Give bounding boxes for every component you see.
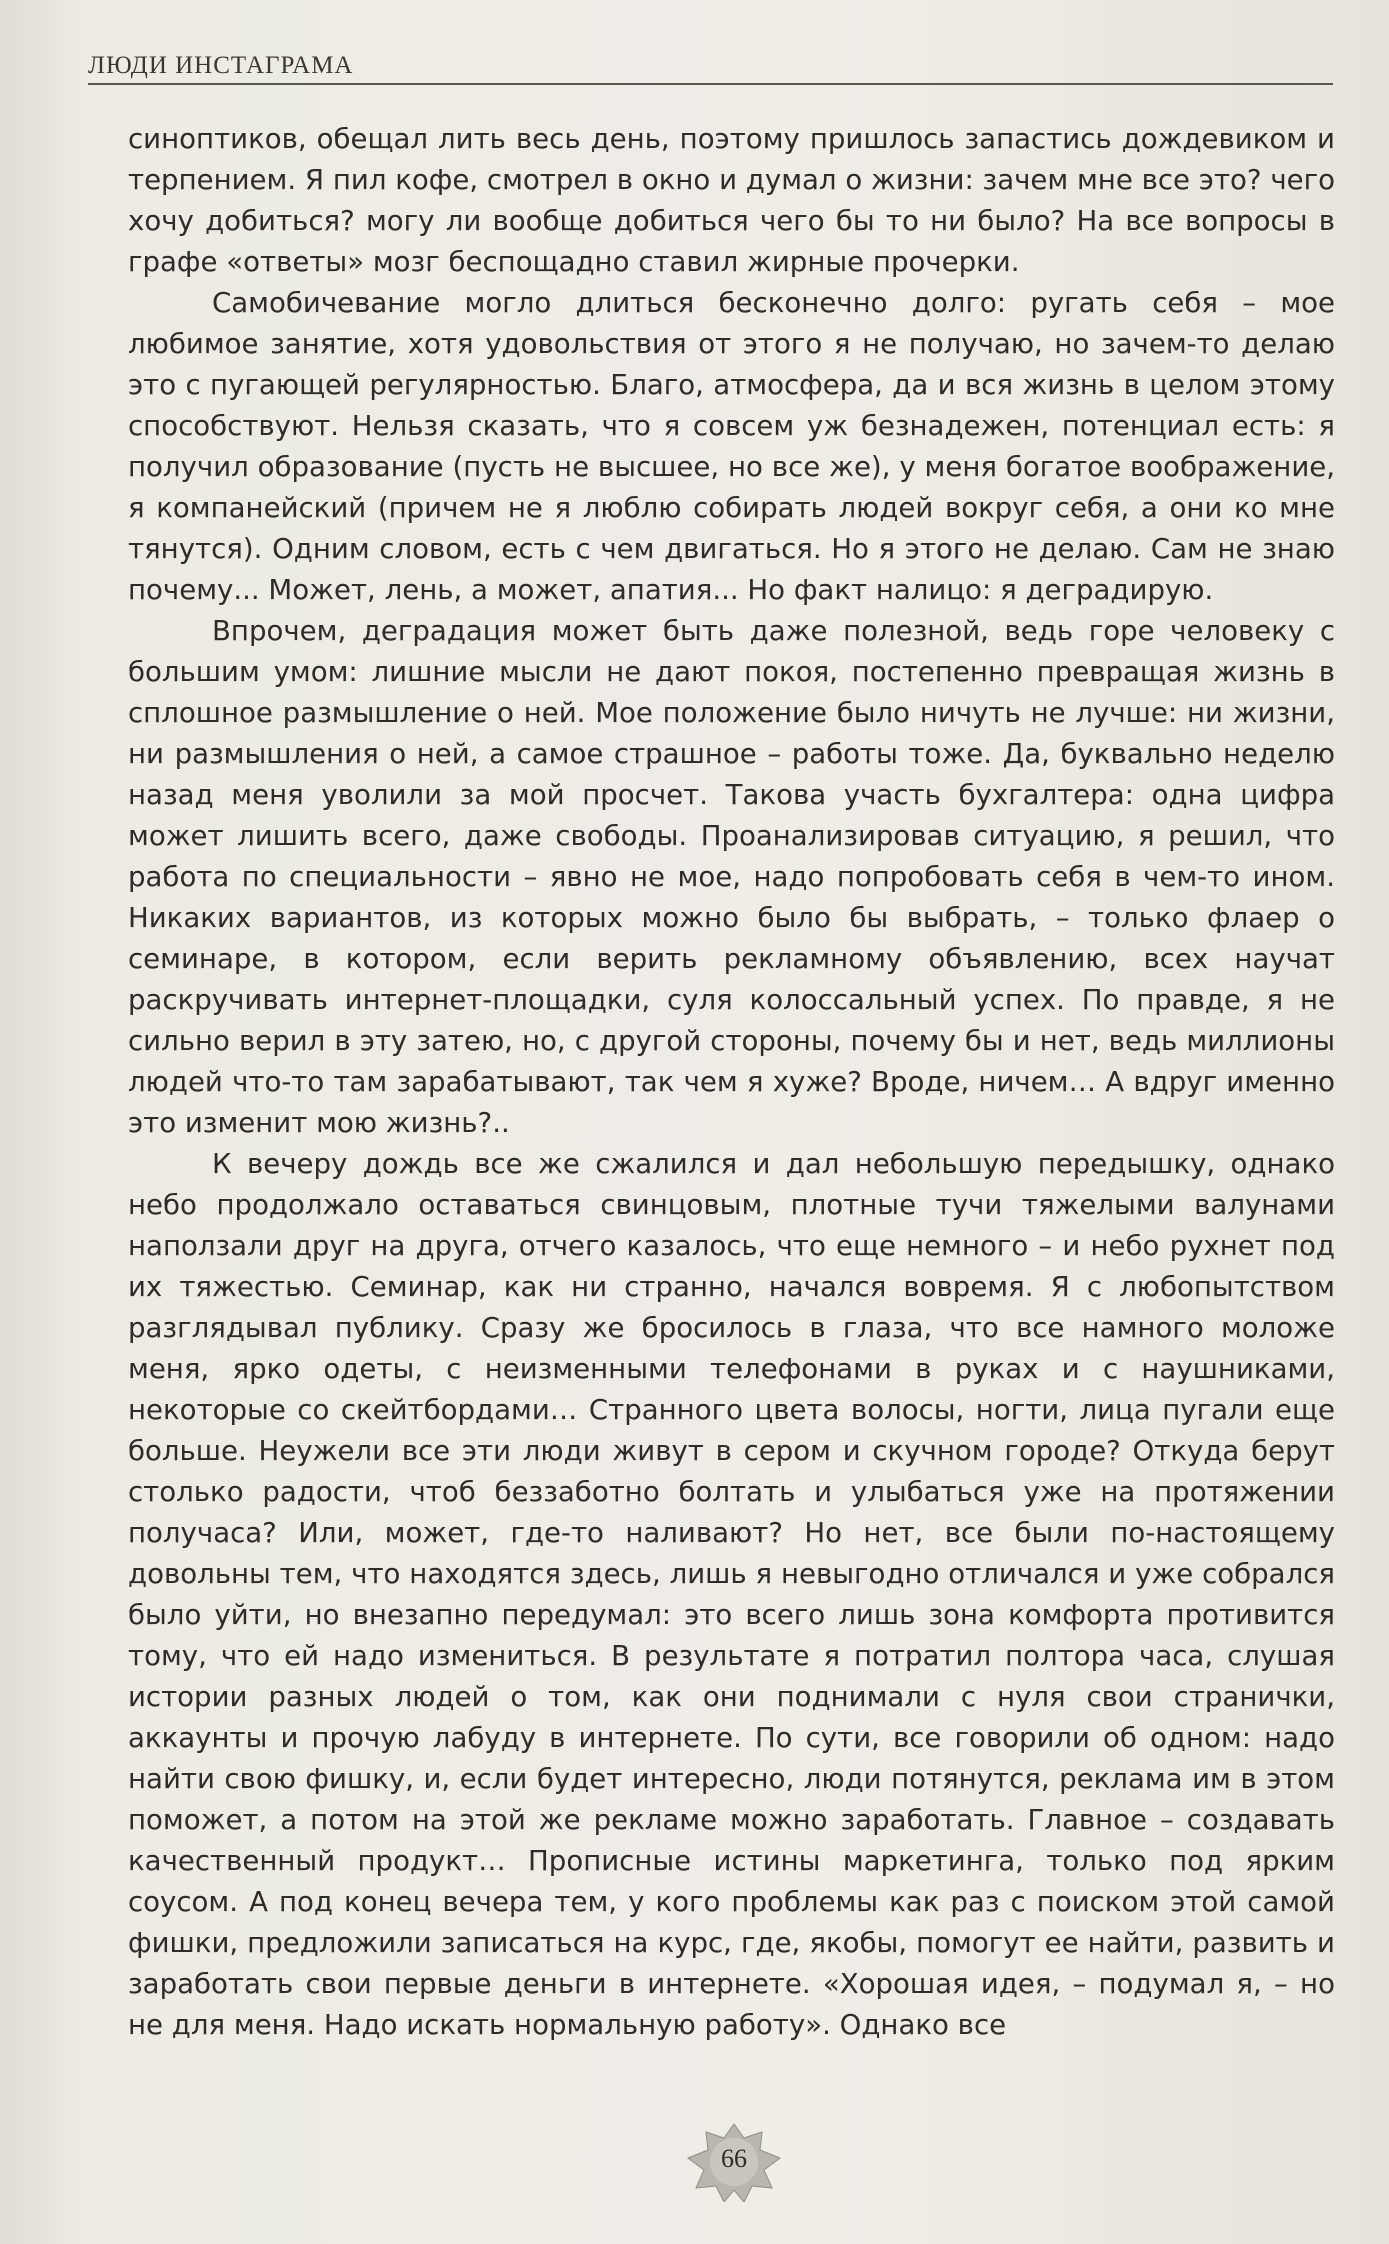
running-header: ЛЮДИ ИНСТАГРАМА xyxy=(88,52,354,79)
paragraph-1: синоптиков, обещал лить весь день, поэтому пришлось запастись дождевиком и терпением. Я пил кофе, смотрел в окно и думал о жизни: зачем мне все это? чего хочу добиться? могу ли вообще добиться чего бы то ни было? На все вопросы в графе «ответы» мозг беспощадно ставил жирные прочерки. xyxy=(128,122,1335,278)
paragraph-4: К вечеру дождь все же сжалился и дал небольшую передышку, однако небо продолжало оставаться свинцовым, плотные тучи тяжелыми валунами наползали друг на друга, отчего казалось, что еще немного – и небо рухнет под их тяжестью. Семинар, как ни странно, начался вовремя. Я с любопытством разглядывал публику. Сразу же бросилось в глаза, что все намного моложе меня, ярко одеты, с неизменными телефонами в руках и с наушниками, некоторые со скейтбордами… Странного цвета волосы, ногти, лица пугали еще больше. Неужели все эти люди живут в сером и скучном городе? Откуда берут столько радости, чтоб беззаботно болтать и улыбаться уже на протяжении получаса? Или, может, где-то наливают? Но нет, все были по-настоящему довольны тем, что находятся здесь, лишь я невыгодно отличался и уже собрался было уйти, но внезапно передумал: это всего лишь зона комфорта противится тому, что ей надо измениться. В результате я потратил полтора часа, слушая истории разных людей о том, как они поднимали с нуля свои странички, аккаунты и прочую лабуду в интернете. По сути, все говорили об одном: надо найти свою фишку, и, если будет интересно, люди потянутся, реклама им в этом поможет, а потом на этой же рекламе можно заработать. Главное – создавать качественный продукт… Прописные истины маркетинга, только под ярким соусом. А под конец вечера тем, у кого проблемы как раз с поиском этой самой фишки, предложили записаться на курс, где, якобы, помогут ее найти, развить и заработать свои первые деньги в интернете. «Хорошая идея, – подумал я, – но не для меня. Надо искать нормальную работу». Однако все xyxy=(128,1147,1335,2041)
paragraph-2: Самобичевание могло длиться бесконечно долго: ругать себя – мое любимое занятие, хотя удовольствия от этого я не получаю, но зачем-то делаю это с пугающей регулярностью. Благо, атмосфера, да и вся жизнь в целом этому способствуют. Нельзя сказать, что я совсем уж безнадежен, потенциал есть: я получил образование (пусть не высшее, но все же), у меня богатое воображение, я компанейский (причем не я люблю собирать людей вокруг себя, а они ко мне тянутся). Одним словом, есть с чем двигаться. Но я этого не делаю. Сам не знаю почему... Может, лень, а может, апатия... Но факт налицо: я деградирую. xyxy=(128,286,1335,606)
paragraph-3: Впрочем, деградация может быть даже полезной, ведь горе человеку с большим умом: лишние мысли не дают покоя, постепенно превращая жизнь в сплошное размышление о ней. Мое положение было ничуть не лучше: ни жизни, ни размышления о ней, а самое страшное – работы тоже. Да, буквально неделю назад меня уволили за мой просчет. Такова участь бухгалтера: одна цифра может лишить всего, даже свободы. Проанализировав ситуацию, я решил, что работа по специальности – явно не мое, надо попробовать себя в чем-то ином. Никаких вариантов, из которых можно было бы выбрать, – только флаер о семинаре, в котором, если верить рекламному объявлению, всех научат раскручивать интернет-площадки, суля колоссальный успех. По правде, я не сильно верил в эту затею, но, с другой стороны, почему бы и нет, ведь миллионы людей что-то там зарабатывают, так чем я хуже? Вроде, ничем… А вдруг именно это изменит мою жизнь?.. xyxy=(128,614,1335,1139)
header-rule xyxy=(88,83,1333,85)
page-number-ornament xyxy=(684,2122,784,2202)
page-body-text xyxy=(128,118,1335,2045)
page-number: 66 xyxy=(721,2144,747,2173)
